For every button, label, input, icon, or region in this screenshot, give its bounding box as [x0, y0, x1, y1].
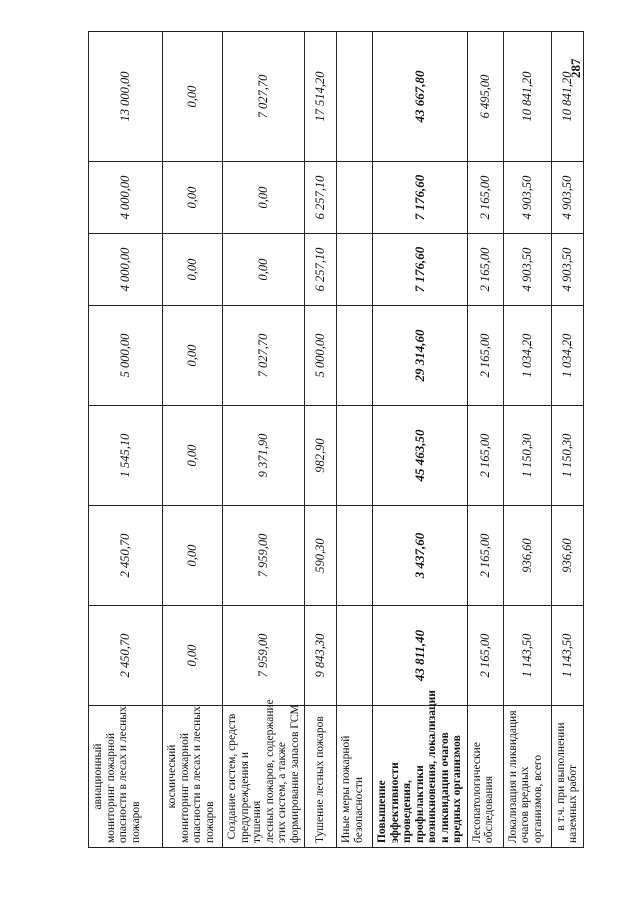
- table-row: [373, 32, 468, 848]
- table-cell: 0,00: [223, 234, 305, 306]
- row-label: [551, 706, 583, 848]
- table-cell: 0,00: [163, 32, 223, 162]
- table-cell: 2 165,00: [467, 506, 503, 606]
- table-cell: 7 959,00: [223, 606, 305, 706]
- table-cell: 6 257,10: [305, 162, 337, 234]
- table-cell: 2 450,70: [89, 506, 163, 606]
- table-cell: 5 000,00: [89, 306, 163, 406]
- row-label-line: этих систем, а также: [276, 742, 288, 843]
- table-cell: [337, 406, 373, 506]
- row-label: [503, 706, 551, 848]
- table-cell: 6 495,00: [467, 32, 503, 162]
- table-cell: 17 514,20: [305, 32, 337, 162]
- row-label-line: и ликвидации очагов: [438, 732, 451, 843]
- table-cell: 0,00: [223, 162, 305, 234]
- table-cell: 9 371,90: [223, 406, 305, 506]
- table-cell: 7 027,70: [223, 306, 305, 406]
- row-label: [223, 699, 305, 848]
- row-label-line: очагов вредных: [519, 766, 531, 843]
- table-cell: [337, 606, 373, 706]
- table-cell: [337, 306, 373, 406]
- table-cell: 2 165,00: [467, 406, 503, 506]
- table-cell: 0,00: [163, 606, 223, 706]
- table-cell: 43 667,80: [373, 32, 468, 162]
- table-cell: 4 903,50: [503, 162, 551, 234]
- table-cell: 13 000,00: [89, 32, 163, 162]
- table-cell: 1 034,20: [503, 306, 551, 406]
- table-cell: 2 165,00: [467, 234, 503, 306]
- table-cell: 10 841,20: [503, 32, 551, 162]
- table-cell: 29 314,60: [373, 306, 468, 406]
- table-cell: [337, 162, 373, 234]
- table-cell: 982,90: [305, 406, 337, 506]
- table-cell: 1 545,10: [89, 406, 163, 506]
- table-cell: 7 176,60: [373, 234, 468, 306]
- table-cell: 0,00: [163, 306, 223, 406]
- row-label-line: обследования: [483, 776, 495, 843]
- row-label-line: Иные меры пожарной: [340, 735, 352, 843]
- row-label-line: мониторинг пожарной: [178, 732, 191, 843]
- row-label-line: Повышение эффективности: [376, 762, 401, 843]
- row-label-line: организмов, всего: [531, 754, 544, 843]
- table-cell: [337, 506, 373, 606]
- table-cell: 936,60: [551, 506, 583, 606]
- table-cell: 1 150,30: [503, 406, 551, 506]
- table-cell: 6 257,10: [305, 234, 337, 306]
- table-cell: 0,00: [163, 234, 223, 306]
- table-cell: 7 027,70: [223, 32, 305, 162]
- row-label-line: мониторинг пожарной: [104, 732, 117, 843]
- row-label-line: предупреждения и тушения: [238, 752, 263, 843]
- row-label: [305, 706, 337, 848]
- table-cell: [337, 234, 373, 306]
- table-cell: 4 903,50: [551, 234, 583, 306]
- row-label-line: возникновения, локализации: [426, 690, 438, 843]
- row-label-line: космический: [166, 744, 178, 809]
- table-row: [223, 32, 305, 848]
- table-cell: 4 903,50: [503, 234, 551, 306]
- row-label: [89, 706, 163, 848]
- table-row: [551, 32, 583, 848]
- row-label-line: формирование запасов ГСМ: [288, 704, 301, 843]
- table-cell: 1 150,30: [551, 406, 583, 506]
- table-cell: 7 176,60: [373, 162, 468, 234]
- row-label-line: Создание систем, средств: [226, 713, 238, 840]
- table-row: [163, 32, 223, 848]
- page-number: 287: [568, 58, 583, 78]
- table-cell: 9 843,30: [305, 606, 337, 706]
- table-cell: 43 811,40: [373, 606, 468, 706]
- table-row: [305, 32, 337, 848]
- table-cell: 5 000,00: [305, 306, 337, 406]
- table-row: [503, 32, 551, 848]
- table-cell: 1 034,20: [551, 306, 583, 406]
- row-label-line: в т.ч. при выполнении: [554, 722, 567, 831]
- table-row: [467, 32, 503, 848]
- table-cell: 10 841,20: [551, 32, 583, 162]
- row-label-line: пожаров: [203, 801, 216, 843]
- row-label-line: пожаров: [129, 801, 142, 843]
- table-cell: 2 165,00: [467, 162, 503, 234]
- table-cell: 0,00: [163, 162, 223, 234]
- row-label-line: безопасности: [352, 776, 365, 843]
- table-cell: 3 437,60: [373, 506, 468, 606]
- table-cell: 590,30: [305, 506, 337, 606]
- row-label-line: наземных работ: [567, 764, 579, 843]
- table-row: [89, 32, 163, 848]
- row-label-line: опасности в лесах и лесных: [117, 706, 129, 843]
- table-cell: 2 450,70: [89, 606, 163, 706]
- budget-table: [88, 31, 584, 848]
- row-label-line: Тушение лесных пожаров: [314, 716, 327, 843]
- row-label-line: проведения, профилактики: [401, 765, 426, 843]
- row-label: [337, 706, 373, 848]
- row-label-line: лесных пожаров, содержание: [263, 699, 276, 843]
- table-cell: 7 959,00: [223, 506, 305, 606]
- row-label: [373, 690, 468, 848]
- row-label-line: опасности в лесах и лесных: [191, 706, 203, 843]
- row-label: [163, 706, 223, 848]
- table-cell: 4 000,00: [89, 162, 163, 234]
- table-cell: [337, 32, 373, 162]
- table-cell: 4 000,00: [89, 234, 163, 306]
- table-cell: 0,00: [163, 406, 223, 506]
- row-label: [467, 706, 503, 848]
- table-row: [337, 32, 373, 848]
- table-cell: 4 903,50: [551, 162, 583, 234]
- table-cell: 45 463,50: [373, 406, 468, 506]
- row-label-line: Локализация и ликвидация: [506, 710, 519, 843]
- row-label-line: вредных организмов: [451, 735, 463, 843]
- table-cell: 1 143,50: [503, 606, 551, 706]
- table-cell: 1 143,50: [551, 606, 583, 706]
- row-label-line: Лесопатологические: [470, 742, 483, 843]
- table-cell: 936,60: [503, 506, 551, 606]
- table-cell: 0,00: [163, 506, 223, 606]
- table-cell: 2 165,00: [467, 606, 503, 706]
- row-label-line: авиационный: [92, 743, 104, 810]
- table-cell: 2 165,00: [467, 306, 503, 406]
